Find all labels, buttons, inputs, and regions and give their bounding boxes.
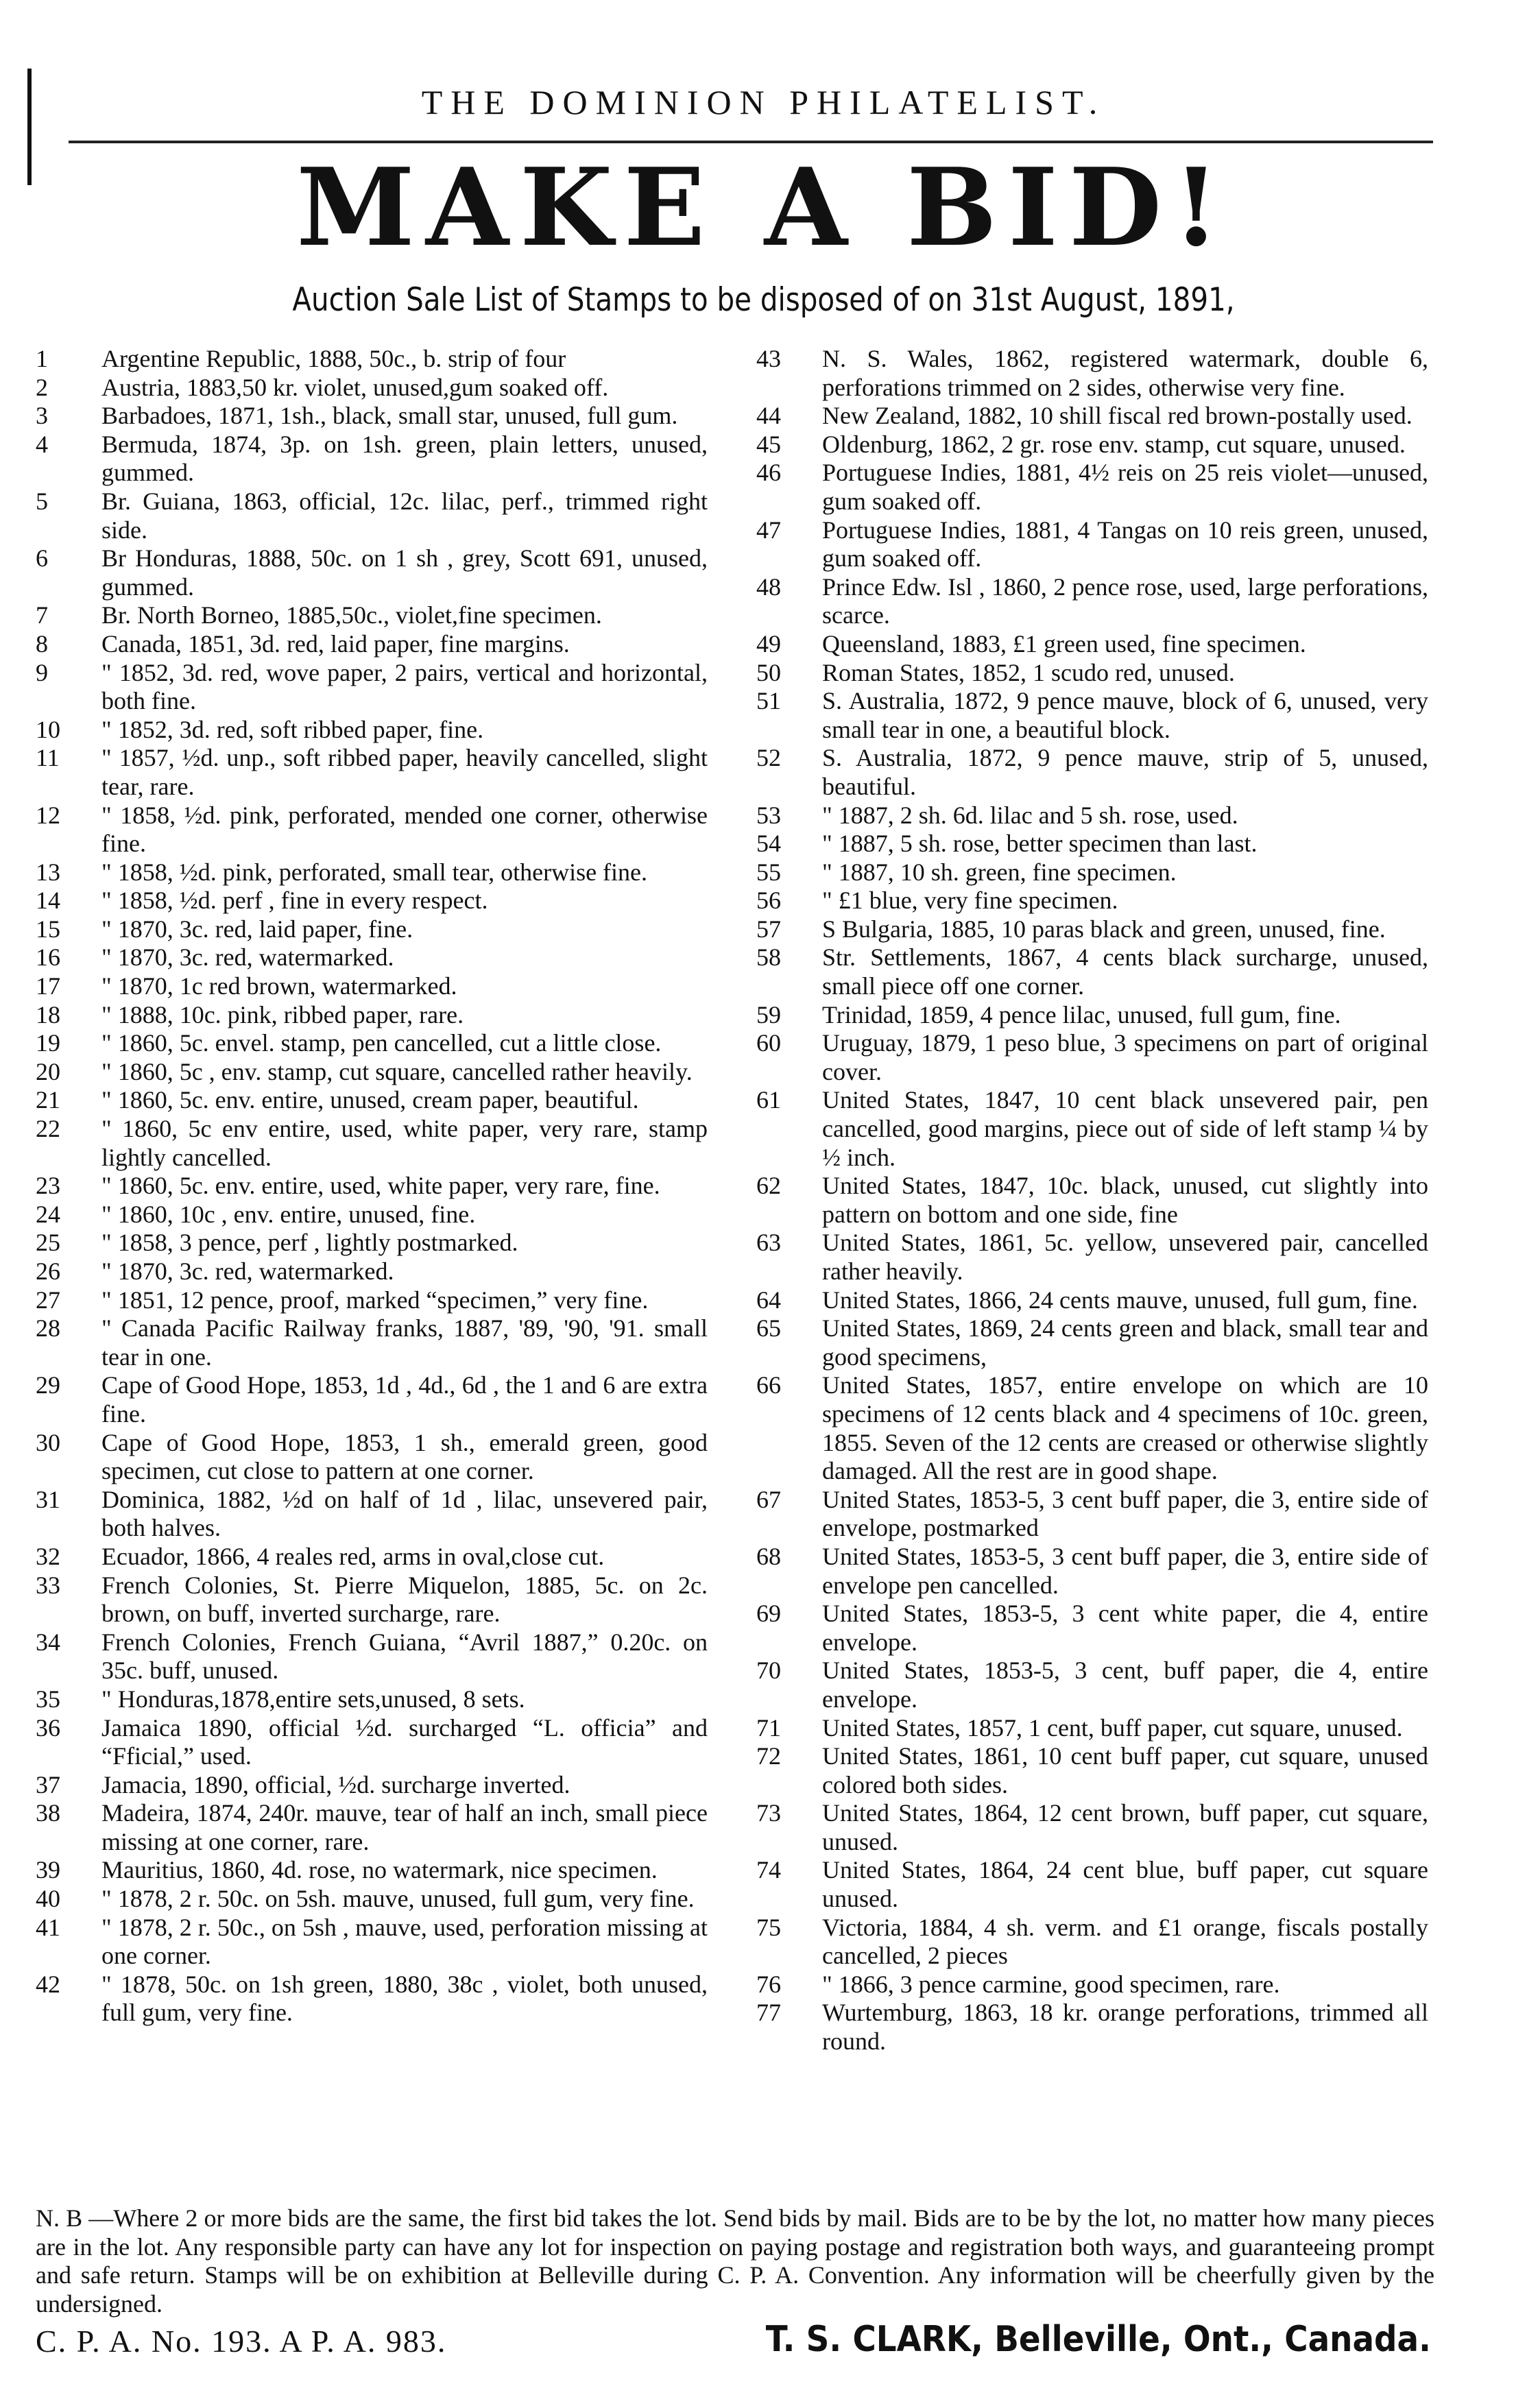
lot-item [36, 1771, 708, 1800]
lot-description: Cape of Good Hope, 1853, 1 sh., emerald green, good specimen, cut close to pattern at one corner. [101, 1428, 708, 1485]
lot-number: 57 [756, 915, 781, 943]
lot-item [756, 630, 1428, 659]
lot-description: United States, 1864, 12 cent brown, buff paper, cut square, unused. [822, 1799, 1428, 1855]
lot-description: Portuguese Indies, 1881, 4 Tangas on 10 reis green, unused, gum soaked off. [822, 516, 1428, 573]
lot-number: 63 [756, 1229, 781, 1257]
lot-description: " Honduras,1878,entire sets,unused, 8 sets. [101, 1685, 525, 1713]
lot-item [36, 1172, 708, 1201]
lot-description: " 1878, 2 r. 50c. on 5sh. mauve, unused, full gum, very fine. [101, 1885, 695, 1913]
lot-item [756, 887, 1428, 915]
lot-description: Madeira, 1874, 240r. mauve, tear of half an inch, small piece missing at one corner, rare. [101, 1799, 708, 1855]
lot-number: 51 [756, 687, 781, 715]
lot-number: 59 [756, 1000, 781, 1028]
lot-number: 16 [36, 943, 60, 972]
lot-description: " 1878, 2 r. 50c., on 5sh , mauve, used, perforation missing at one corner. [101, 1913, 708, 1970]
lot-number: 11 [36, 744, 60, 772]
lot-description: United States, 1861, 5c. yellow, unsevered pair, cancelled rather heavily. [822, 1229, 1428, 1285]
lot-description: Jamacia, 1890, official, ½d. surcharge inverted. [101, 1770, 570, 1798]
lot-number: 10 [36, 715, 60, 743]
lot-description: United States, 1853-5, 3 cent buff paper, die 3, entire side of envelope, postmarked [822, 1485, 1428, 1542]
lot-item [36, 887, 708, 915]
lot-number: 3 [36, 402, 48, 430]
lot-number: 75 [756, 1913, 781, 1941]
lot-description: " 1860, 10c , env. entire, unused, fine. [101, 1200, 476, 1228]
lot-number: 44 [756, 402, 781, 430]
lot-description: S. Australia, 1872, 9 pence mauve, block of 6, unused, very small tear in one, a beautiful block. [822, 687, 1428, 743]
lot-number: 41 [36, 1913, 60, 1941]
lot-item [36, 1257, 708, 1286]
lot-number: 27 [36, 1286, 60, 1314]
lot-number: 64 [756, 1286, 781, 1314]
lot-description: Br Honduras, 1888, 50c. on 1 sh , grey, Scott 691, unused, gummed. [101, 544, 708, 601]
lot-number: 40 [36, 1885, 60, 1913]
lot-number: 14 [36, 887, 60, 915]
lot-description: New Zealand, 1882, 10 shill fiscal red brown-postally used. [822, 402, 1412, 430]
lots-column-left [36, 345, 708, 2196]
lot-number: 60 [756, 1029, 781, 1057]
lot-number: 19 [36, 1029, 60, 1057]
lot-description: " 1860, 5c. envel. stamp, pen cancelled, cut a little close. [101, 1029, 662, 1057]
lot-item [36, 601, 708, 630]
lot-number: 52 [756, 744, 781, 772]
lot-item [756, 459, 1428, 516]
lot-number: 31 [36, 1485, 60, 1513]
lot-item [36, 943, 708, 972]
lot-item [36, 1115, 708, 1172]
lot-description: United States, 1853-5, 3 cent buff paper, die 3, entire side of envelope pen cancelled. [822, 1542, 1428, 1599]
lot-number: 24 [36, 1200, 60, 1228]
lot-item [36, 1714, 708, 1771]
lot-item [36, 858, 708, 887]
lot-number: 2 [36, 373, 48, 401]
lot-number: 36 [36, 1713, 60, 1742]
lot-item [756, 1657, 1428, 1713]
lot-description: " 1870, 3c. red, watermarked. [101, 943, 394, 972]
lot-item [756, 1229, 1428, 1286]
lot-item [36, 659, 708, 716]
lot-description: " £1 blue, very fine specimen. [822, 887, 1118, 915]
lot-item [36, 1314, 708, 1371]
lot-number: 34 [36, 1628, 60, 1656]
lot-item [756, 402, 1428, 431]
lot-item [36, 374, 708, 402]
lot-item [36, 1628, 708, 1685]
lot-description: " 1870, 1c red brown, watermarked. [101, 972, 457, 1000]
lot-item [36, 345, 708, 374]
lot-item [756, 1600, 1428, 1657]
lot-item [756, 1799, 1428, 1856]
lot-item [756, 431, 1428, 459]
masthead: THE DOMINION PHILATELIST. [421, 83, 1106, 121]
lot-description: Argentine Republic, 1888, 50c., b. strip of four [101, 345, 566, 372]
lot-number: 47 [756, 516, 781, 544]
lot-description: " 1888, 10c. pink, ribbed paper, rare. [101, 1000, 464, 1028]
lot-number: 30 [36, 1428, 60, 1456]
lot-item [36, 802, 708, 858]
lot-number: 68 [756, 1542, 781, 1570]
lot-description: " 1860, 5c , env. stamp, cut square, cancelled rather heavily. [101, 1057, 693, 1085]
lot-item [756, 659, 1428, 688]
lot-number: 20 [36, 1057, 60, 1085]
lot-number: 56 [756, 887, 781, 915]
lot-item [36, 716, 708, 745]
lot-description: " 1852, 3d. red, soft ribbed paper, fine. [101, 715, 484, 743]
lot-number: 62 [756, 1172, 781, 1200]
lot-number: 7 [36, 601, 48, 629]
lot-item [756, 1742, 1428, 1799]
lot-description: French Colonies, St. Pierre Miquelon, 1885, 5c. on 2c. brown, on buff, inverted surcharge, rare. [101, 1571, 708, 1628]
lot-description: " 1870, 3c. red, laid paper, fine. [101, 915, 413, 943]
lot-description: " Canada Pacific Railway franks, 1887, '89, '90, '91. small tear in one. [101, 1314, 708, 1371]
lot-description: " 1858, ½d. perf , fine in every respect. [101, 887, 488, 915]
lot-number: 50 [756, 658, 781, 686]
lot-description: " 1887, 10 sh. green, fine specimen. [822, 858, 1177, 886]
lot-item [36, 1914, 708, 1971]
lot-item [36, 544, 708, 601]
lot-number: 45 [756, 430, 781, 458]
lot-number: 29 [36, 1371, 60, 1399]
lot-number: 77 [756, 1999, 781, 2027]
lot-description: " 1870, 3c. red, watermarked. [101, 1257, 394, 1285]
lot-number: 55 [756, 858, 781, 886]
lot-number: 48 [756, 573, 781, 601]
lot-item [756, 1286, 1428, 1315]
lot-item [756, 1543, 1428, 1600]
lot-number: 5 [36, 487, 48, 515]
lot-item [756, 1971, 1428, 1999]
lot-number: 70 [756, 1657, 781, 1685]
lot-number: 15 [36, 915, 60, 943]
lot-number: 65 [756, 1314, 781, 1343]
lot-item [36, 1856, 708, 1885]
memberships: C. P. A. No. 193. A P. A. 983. [36, 2324, 447, 2359]
lot-number: 23 [36, 1172, 60, 1200]
lot-item [756, 345, 1428, 402]
lot-item [756, 1086, 1428, 1172]
lot-item [36, 1572, 708, 1628]
lot-description: Bermuda, 1874, 3p. on 1sh. green, plain letters, unused, gummed. [101, 430, 708, 487]
lot-number: 32 [36, 1542, 60, 1570]
lot-description: N. S. Wales, 1862, registered watermark, double 6, perforations trimmed on 2 sides, otherwise very fine. [822, 345, 1428, 401]
nota-bene: N. B —Where 2 or more bids are the same, the first bid takes the lot. Send bids by mail. Bids are to be by the lot, no matter how many pieces are in the lot. Any responsible party can have any lot for inspection on paying postage and registration both ways, and guaranteeing prompt and safe return. Stamps will be on exhibition at Belleville during C. P. A. Convention. Any information will be cheerfully given by the undersigned. [36, 2204, 1434, 2317]
lot-description: Ecuador, 1866, 4 reales red, arms in oval,close cut. [101, 1542, 605, 1570]
lot-item [756, 573, 1428, 630]
lot-item [36, 1486, 708, 1543]
lot-item [36, 630, 708, 659]
lot-item [36, 402, 708, 431]
lot-description: " 1858, ½d. pink, perforated, mended one corner, otherwise fine. [101, 801, 708, 858]
lot-description: " 1851, 12 pence, proof, marked “specimen,” very fine. [101, 1286, 649, 1314]
lot-number: 76 [756, 1970, 781, 1998]
lot-number: 66 [756, 1371, 781, 1399]
lot-item [36, 1058, 708, 1087]
lot-item [756, 1314, 1428, 1371]
lot-description: " 1858, 3 pence, perf , lightly postmarked. [101, 1229, 518, 1257]
lot-description: Roman States, 1852, 1 scudo red, unused. [822, 658, 1235, 686]
lot-item [756, 1001, 1428, 1030]
lot-number: 28 [36, 1314, 60, 1343]
lot-item [36, 1543, 708, 1572]
lot-description: " 1887, 5 sh. rose, better specimen than last. [822, 830, 1258, 858]
lot-number: 6 [36, 544, 48, 573]
lot-number: 46 [756, 459, 781, 487]
dealer-address: T. S. CLARK, Belleville, Ont., Canada. [765, 2319, 1431, 2360]
lot-item [36, 744, 708, 801]
lot-description: Prince Edw. Isl , 1860, 2 pence rose, used, large perforations, scarce. [822, 573, 1428, 629]
lot-number: 38 [36, 1799, 60, 1827]
lot-description: S Bulgaria, 1885, 10 paras black and green, unused, fine. [822, 915, 1386, 943]
lot-number: 25 [36, 1229, 60, 1257]
lot-number: 8 [36, 629, 48, 658]
header-rule [69, 141, 1433, 143]
lot-number: 9 [36, 658, 48, 686]
lot-item [756, 1486, 1428, 1543]
lot-item [756, 1371, 1428, 1485]
lot-item [36, 1971, 708, 2027]
lot-item [756, 943, 1428, 1000]
lot-number: 37 [36, 1770, 60, 1798]
lot-description: S. Australia, 1872, 9 pence mauve, strip of 5, unused, beautiful. [822, 744, 1428, 800]
lot-description: " 1858, ½d. pink, perforated, small tear, otherwise fine. [101, 858, 648, 886]
lot-description: Oldenburg, 1862, 2 gr. rose env. stamp, cut square, unused. [822, 430, 1406, 458]
lot-description: Barbadoes, 1871, 1sh., black, small star, unused, full gum. [101, 402, 678, 430]
lot-description: Dominica, 1882, ½d on half of 1d , lilac, unsevered pair, both halves. [101, 1485, 708, 1542]
lot-number: 42 [36, 1970, 60, 1998]
lot-description: United States, 1861, 10 cent buff paper, cut square, unused colored both sides. [822, 1742, 1428, 1798]
lot-description: United States, 1857, entire envelope on which are 10 specimens of 12 cents black and 4 specimens of 10c. green, 1855. Seven of the 12 cents are creased or otherwise slightly damaged. All the rest are in good shape. [822, 1371, 1428, 1485]
lot-description: Portuguese Indies, 1881, 4½ reis on 25 reis violet—unused, gum soaked off. [822, 459, 1428, 515]
lot-number: 13 [36, 858, 60, 886]
lot-number: 74 [756, 1856, 781, 1884]
lot-description: Canada, 1851, 3d. red, laid paper, fine margins. [101, 629, 570, 658]
lot-number: 22 [36, 1115, 60, 1143]
lot-item [756, 1914, 1428, 1971]
lot-number: 69 [756, 1600, 781, 1628]
lot-item [36, 1029, 708, 1058]
lot-item [756, 858, 1428, 887]
lot-item [36, 972, 708, 1001]
lot-item [756, 802, 1428, 830]
lot-description: United States, 1864, 24 cent blue, buff paper, cut square unused. [822, 1856, 1428, 1913]
lot-item [36, 431, 708, 487]
lot-item [36, 1286, 708, 1315]
lot-number: 35 [36, 1685, 60, 1713]
lot-description: United States, 1847, 10 cent black unsevered pair, pen cancelled, good margins, piece out of side of left stamp ¼ by ½ inch. [822, 1086, 1428, 1171]
lots-column-right [756, 345, 1428, 2196]
lot-number: 67 [756, 1485, 781, 1513]
lot-description: United States, 1857, 1 cent, buff paper, cut square, unused. [822, 1713, 1403, 1742]
lot-item [36, 915, 708, 944]
lot-number: 53 [756, 801, 781, 829]
lot-number: 33 [36, 1571, 60, 1599]
lot-item [756, 516, 1428, 573]
lot-number: 49 [756, 629, 781, 658]
lot-number: 54 [756, 830, 781, 858]
lot-item [756, 915, 1428, 944]
lot-number: 21 [36, 1086, 60, 1114]
lot-item [756, 1999, 1428, 2056]
lot-number: 72 [756, 1742, 781, 1770]
lot-item [36, 1685, 708, 1714]
lot-item [756, 687, 1428, 744]
lot-item [36, 1371, 708, 1428]
lot-description: " 1860, 5c. env. entire, unused, cream paper, beautiful. [101, 1086, 639, 1114]
lot-item [756, 1029, 1428, 1086]
lot-item [36, 1799, 708, 1856]
lot-number: 18 [36, 1000, 60, 1028]
lot-description: Br. North Borneo, 1885,50c., violet,fine specimen. [101, 601, 602, 629]
lot-number: 43 [756, 345, 781, 372]
lot-description: French Colonies, French Guiana, “Avril 1887,” 0.20c. on 35c. buff, unused. [101, 1628, 708, 1685]
lot-description: United States, 1853-5, 3 cent, buff paper, die 4, entire envelope. [822, 1657, 1428, 1713]
lot-description: Austria, 1883,50 kr. violet, unused,gum soaked off. [101, 373, 609, 401]
lot-description: " 1878, 50c. on 1sh green, 1880, 38c , violet, both unused, full gum, very fine. [101, 1970, 708, 2027]
lot-item [36, 1001, 708, 1030]
lot-item [756, 830, 1428, 858]
lot-description: United States, 1847, 10c. black, unused, cut slightly into pattern on bottom and one side, fine [822, 1172, 1428, 1228]
lot-description: United States, 1853-5, 3 cent white paper, die 4, entire envelope. [822, 1600, 1428, 1656]
lot-description: Cape of Good Hope, 1853, 1d , 4d., 6d , the 1 and 6 are extra fine. [101, 1371, 708, 1428]
lot-description: " 1852, 3d. red, wove paper, 2 pairs, vertical and horizontal, both fine. [101, 658, 708, 715]
lot-number: 39 [36, 1856, 60, 1884]
lot-description: Str. Settlements, 1867, 4 cents black surcharge, unused, small piece off one corner. [822, 943, 1428, 1000]
headline: MAKE A BID! [296, 145, 1231, 270]
lot-number: 17 [36, 972, 60, 1000]
lot-item [756, 744, 1428, 801]
lot-item [36, 1086, 708, 1115]
lot-description: United States, 1866, 24 cents mauve, unused, full gum, fine. [822, 1286, 1418, 1314]
lot-item [36, 1229, 708, 1257]
lot-description: " 1857, ½d. unp., soft ribbed paper, heavily cancelled, slight tear, rare. [101, 744, 708, 800]
lot-number: 71 [756, 1713, 781, 1742]
lot-item [36, 487, 708, 544]
lot-description: United States, 1869, 24 cents green and black, small tear and good specimens, [822, 1314, 1428, 1371]
lot-item [36, 1429, 708, 1486]
lot-description: Uruguay, 1879, 1 peso blue, 3 specimens on part of original cover. [822, 1029, 1428, 1085]
lot-item [36, 1201, 708, 1229]
subhead: Auction Sale List of Stamps to be disposed of on 31st August, 1891, [292, 281, 1235, 319]
lot-description: Trinidad, 1859, 4 pence lilac, unused, full gum, fine. [822, 1000, 1341, 1028]
lot-description: " 1860, 5c env entire, used, white paper, very rare, stamp lightly cancelled. [101, 1115, 708, 1171]
lot-description: " 1860, 5c. env. entire, used, white paper, very rare, fine. [101, 1172, 660, 1200]
lot-item [756, 1856, 1428, 1913]
lot-description: Mauritius, 1860, 4d. rose, no watermark, nice specimen. [101, 1856, 658, 1884]
lot-number: 73 [756, 1799, 781, 1827]
lot-description: Jamaica 1890, official ½d. surcharged “L. officia” and “Fficial,” used. [101, 1713, 708, 1770]
lot-number: 26 [36, 1257, 60, 1285]
lot-description: " 1866, 3 pence carmine, good specimen, rare. [822, 1970, 1280, 1998]
lot-description: Br. Guiana, 1863, official, 12c. lilac, perf., trimmed right side. [101, 487, 708, 544]
lot-number: 1 [36, 345, 48, 372]
lot-number: 61 [756, 1086, 781, 1114]
lot-number: 12 [36, 801, 60, 829]
lot-number: 58 [756, 943, 781, 972]
lot-item [36, 1885, 708, 1914]
lot-description: Wurtemburg, 1863, 18 kr. orange perforations, trimmed all round. [822, 1999, 1428, 2056]
lot-description: Victoria, 1884, 4 sh. verm. and £1 orange, fiscals postally cancelled, 2 pieces [822, 1913, 1428, 1970]
lot-item [756, 1172, 1428, 1229]
lot-description: Queensland, 1883, £1 green used, fine specimen. [822, 629, 1306, 658]
lot-description: " 1887, 2 sh. 6d. lilac and 5 sh. rose, used. [822, 801, 1238, 829]
lot-number: 4 [36, 430, 48, 458]
lot-item [756, 1714, 1428, 1743]
